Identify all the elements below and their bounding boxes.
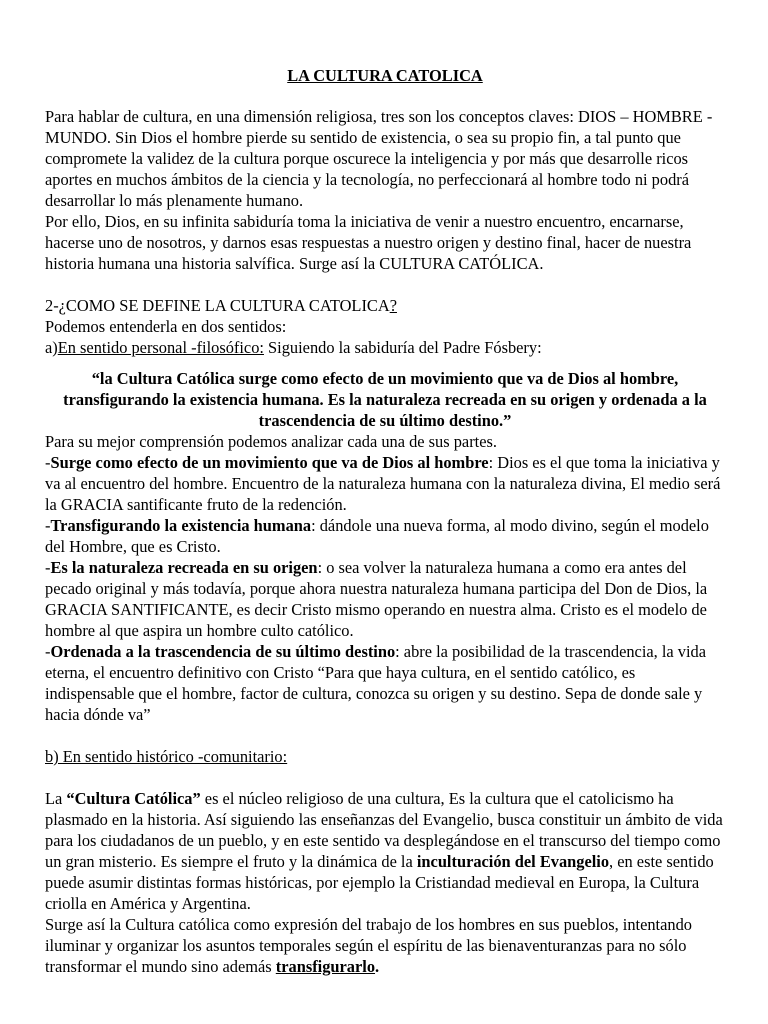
item-text: : abre la posibilidad de la trascendencia, la vida eterna, el encuentro definitivo con Cristo “Para que haya cultura, en el sentido católico, es indispensable que el hombre, factor de cultura, conozca su origen y su destino. Sepa de donde sale y hacia dónde va”: [45, 642, 706, 724]
section-2-heading-text: 2-¿COMO SE DEFINE LA CULTURA CATOLICA: [45, 296, 390, 315]
text-run: , en este sentido puede asumir distintas formas históricas, por ejemplo la Cristiandad medieval en Europa, la Cultura criolla en América y Argentina.: [45, 852, 714, 913]
item-prefix: -: [45, 516, 51, 535]
text-run: .: [375, 957, 380, 976]
text-run: Surge así la Cultura católica como expresión del trabajo de los hombres en sus pueblos, intentando iluminar y organizar los asuntos temporales según el espíritu de las bienaventuranzas para no sólo transformar el mundo sino además: [45, 915, 692, 976]
item-prefix: -: [45, 453, 51, 472]
item-term: Ordenada a la trascendencia de su último destino: [50, 642, 396, 661]
sense-a-text: Siguiendo la sabiduría del Padre Fósbery:: [263, 338, 542, 357]
sense-a-label: En sentido personal -filosófico:: [57, 338, 264, 357]
section-2-heading: [45, 295, 725, 316]
intro-paragraph-2: Por ello, Dios, en su infinita sabiduría toma la iniciativa de venir a nuestro encuentro, encarnarse, hacerse uno de nosotros, y darnos esas respuestas a nuestro origen y destino final, hacer de nuestra historia humana una historia salvífica. Surge así la CULTURA CATÓLICA.: [45, 212, 692, 273]
spacer: [45, 767, 725, 788]
document-body: [45, 65, 725, 977]
bold-term: “Cultura Católica”: [66, 789, 201, 808]
sense-b-paragraph-2: [45, 914, 725, 977]
sense-b-paragraph-1: [45, 788, 725, 914]
intro-paragraph-1: Para hablar de cultura, en una dimensión religiosa, tres son los conceptos claves: DIOS – HOMBRE - MUNDO. Sin Dios el hombre pierde su sentido de existencia, o sea su propio fin, a tal punto que compromete la validez de la cultura porque oscurece la inteligencia y por más que desarrolle ricos aportes en muchos ámbitos de la ciencia y la tecnología, no perfeccionará al hombre todo ni podrá desarrollar lo más plenamente humano.: [45, 107, 713, 210]
text-run: es el núcleo religioso de una cultura, Es la cultura que el catolicismo ha plasmado en la historia. Así siguiendo las enseñanzas del Evangelio, busca constituir un ámbito de vida para los ciudadanos de un pueblo, y en este sentido va desplegándose en el transcurso del tiempo como un gran misterio. Es siempre el fruto y la dinámica de la: [45, 789, 723, 871]
spacer: [45, 274, 725, 295]
bold-underlined-term: transfigurarlo: [275, 957, 376, 976]
item-prefix: -: [45, 558, 51, 577]
analysis-item-2: [45, 515, 725, 557]
item-term: Surge como efecto de un movimiento que va de Dios al hombre: [50, 453, 489, 472]
analysis-item-4: [45, 641, 725, 725]
item-text: : Dios es el que toma la iniciativa y va al encuentro del hombre. Encuentro de la naturaleza humana con la naturaleza divina, El medio será la GRACIA santificante fruto de la redención.: [45, 453, 721, 514]
item-text: : o sea volver la naturaleza humana a como era antes del pecado original y más todavía, porque ahora nuestra naturaleza humana participa del Don de Dios, la GRACIA SANTIFICANTE, es decir Cristo mismo operando en nuestra alma. Cristo es el modelo de hombre al que aspira un hombre culto católico.: [45, 558, 708, 640]
item-text: : dándole una nueva forma, al modo divino, según el modelo del Hombre, que es Cristo.: [45, 516, 709, 556]
bold-term: inculturación del Evangelio: [416, 852, 610, 871]
item-prefix: -: [45, 642, 51, 661]
analysis-item-1: [45, 452, 725, 515]
analysis-intro: Para su mejor comprensión podemos analizar cada una de sus partes.: [45, 432, 497, 451]
spacer: [45, 725, 725, 746]
analysis-item-3: [45, 557, 725, 641]
sense-a-line: [45, 337, 725, 358]
sense-b-heading: b) En sentido histórico -comunitario:: [45, 747, 288, 766]
section-2-subtitle: Podemos entenderla en dos sentidos:: [45, 317, 287, 336]
page-title: LA CULTURA CATOLICA: [287, 66, 483, 85]
item-term: Transfigurando la existencia humana: [50, 516, 312, 535]
item-term: Es la naturaleza recreada en su origen: [50, 558, 318, 577]
section-2-heading-mark: ?: [389, 296, 397, 315]
definition-quote: “la Cultura Católica surge como efecto de un movimiento que va de Dios al hombre, transfigurando la existencia humana. Es la naturaleza recreada en su origen y ordenada a la trascendencia de su último destino.”: [63, 369, 707, 430]
sense-a-prefix: a): [45, 338, 58, 357]
text-run: La: [45, 789, 67, 808]
